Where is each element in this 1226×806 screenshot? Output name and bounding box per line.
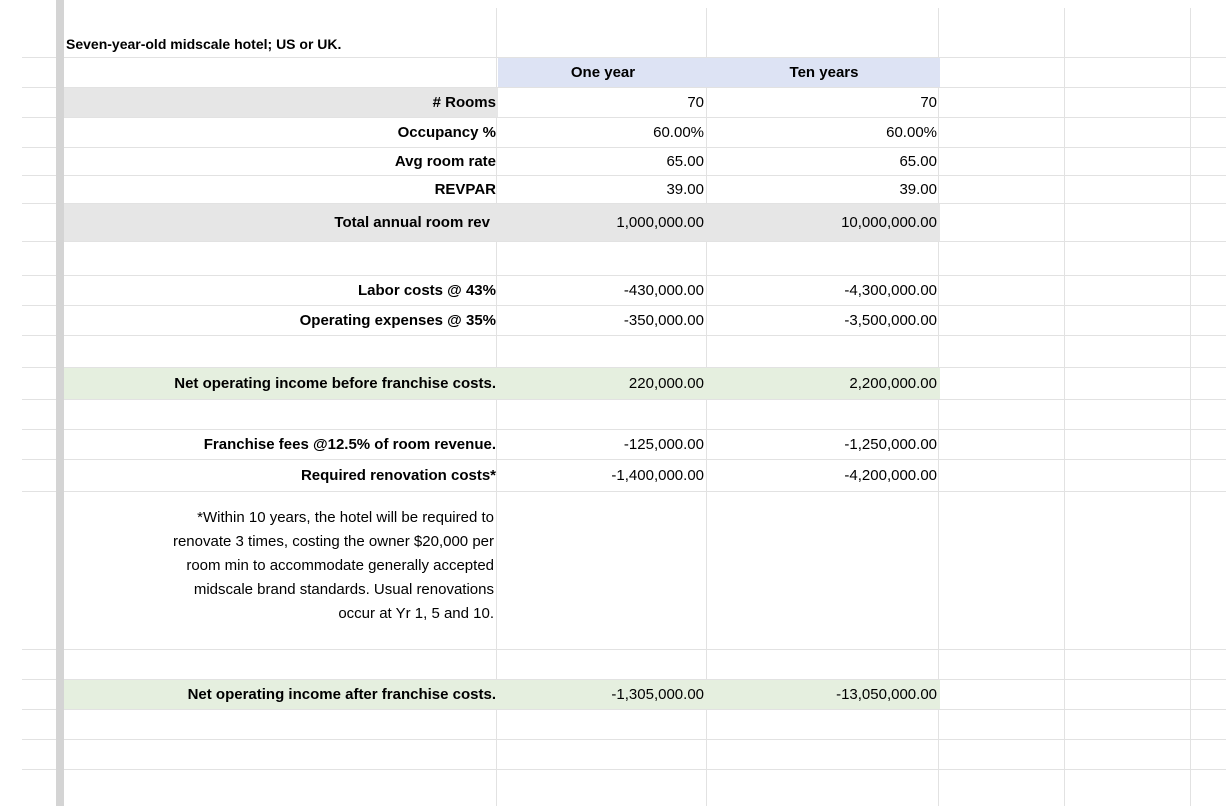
franchise-ten-years[interactable]: -1,250,000.00 — [844, 436, 937, 453]
row-label-renovation[interactable]: Required renovation costs* — [300, 467, 496, 484]
occupancy-one-year[interactable]: 60.00% — [653, 124, 704, 141]
empty-row — [22, 400, 1226, 430]
total-rev-one-year[interactable]: 1,000,000.00 — [616, 214, 704, 231]
renovation-ten-years[interactable]: -4,200,000.00 — [844, 467, 937, 484]
noi-after-one-year[interactable]: -1,305,000.00 — [611, 686, 704, 703]
header-ten-years[interactable]: Ten years — [789, 64, 859, 81]
row-label-labor[interactable]: Labor costs @ 43% — [357, 282, 496, 299]
empty-row — [22, 650, 1226, 680]
labor-ten-years[interactable]: -4,300,000.00 — [844, 282, 937, 299]
row-label-avg-rate[interactable]: Avg room rate — [394, 153, 496, 170]
header-one-year[interactable]: One year — [570, 64, 636, 81]
table-row — [22, 460, 1226, 492]
table-row — [22, 176, 1226, 204]
row-gutter — [56, 0, 64, 806]
table-row — [22, 118, 1226, 148]
footnote-line: occur at Yr 1, 5 and 10. — [338, 605, 494, 622]
row-label-occupancy[interactable]: Occupancy % — [397, 124, 496, 141]
row-label-rooms[interactable]: # Rooms — [432, 94, 496, 111]
labor-one-year[interactable]: -430,000.00 — [623, 282, 704, 299]
noi-before-ten-years[interactable]: 2,200,000.00 — [849, 375, 937, 392]
rooms-one-year[interactable]: 70 — [687, 94, 704, 111]
footnote-line: midscale brand standards. Usual renovations — [193, 581, 494, 598]
empty-row — [22, 336, 1226, 368]
row-label-revpar[interactable]: REVPAR — [434, 181, 496, 198]
avg-rate-one-year[interactable]: 65.00 — [666, 153, 704, 170]
sheet-title[interactable]: Seven-year-old midscale hotel; US or UK. — [66, 35, 342, 52]
table-row — [22, 148, 1226, 176]
franchise-one-year[interactable]: -125,000.00 — [623, 436, 704, 453]
empty-row — [22, 710, 1226, 740]
table-row — [22, 430, 1226, 460]
avg-rate-ten-years[interactable]: 65.00 — [899, 153, 937, 170]
empty-row — [22, 740, 1226, 770]
row-label-noi-after[interactable]: Net operating income after franchise costs. — [187, 686, 496, 703]
occupancy-ten-years[interactable]: 60.00% — [886, 124, 937, 141]
revpar-ten-years[interactable]: 39.00 — [899, 181, 937, 198]
noi-after-ten-years[interactable]: -13,050,000.00 — [836, 686, 937, 703]
footnote[interactable] — [64, 506, 494, 626]
table-row — [22, 88, 1226, 118]
total-rev-ten-years[interactable]: 10,000,000.00 — [841, 214, 937, 231]
row-label-opex[interactable]: Operating expenses @ 35% — [299, 312, 496, 329]
row-label-noi-before[interactable]: Net operating income before franchise costs. — [174, 375, 496, 392]
table-row — [22, 276, 1226, 306]
footnote-line: room min to accommodate generally accepted — [186, 557, 494, 574]
rooms-ten-years[interactable]: 70 — [920, 94, 937, 111]
row-label-franchise[interactable]: Franchise fees @12.5% of room revenue. — [203, 436, 496, 453]
footnote-line: *Within 10 years, the hotel will be required to — [197, 509, 494, 526]
table-row — [22, 204, 1226, 242]
opex-ten-years[interactable]: -3,500,000.00 — [844, 312, 937, 329]
row-label-total-rev[interactable]: Total annual room rev — [334, 214, 490, 231]
empty-row — [22, 242, 1226, 276]
renovation-one-year[interactable]: -1,400,000.00 — [611, 467, 704, 484]
header-row — [22, 58, 1226, 88]
table-row — [22, 680, 1226, 710]
noi-before-one-year[interactable]: 220,000.00 — [628, 375, 704, 392]
revpar-one-year[interactable]: 39.00 — [666, 181, 704, 198]
table-row — [22, 368, 1226, 400]
opex-one-year[interactable]: -350,000.00 — [623, 312, 704, 329]
table-row — [22, 306, 1226, 336]
title-row — [22, 30, 1226, 58]
footnote-line: renovate 3 times, costing the owner $20,000 per — [172, 533, 494, 550]
